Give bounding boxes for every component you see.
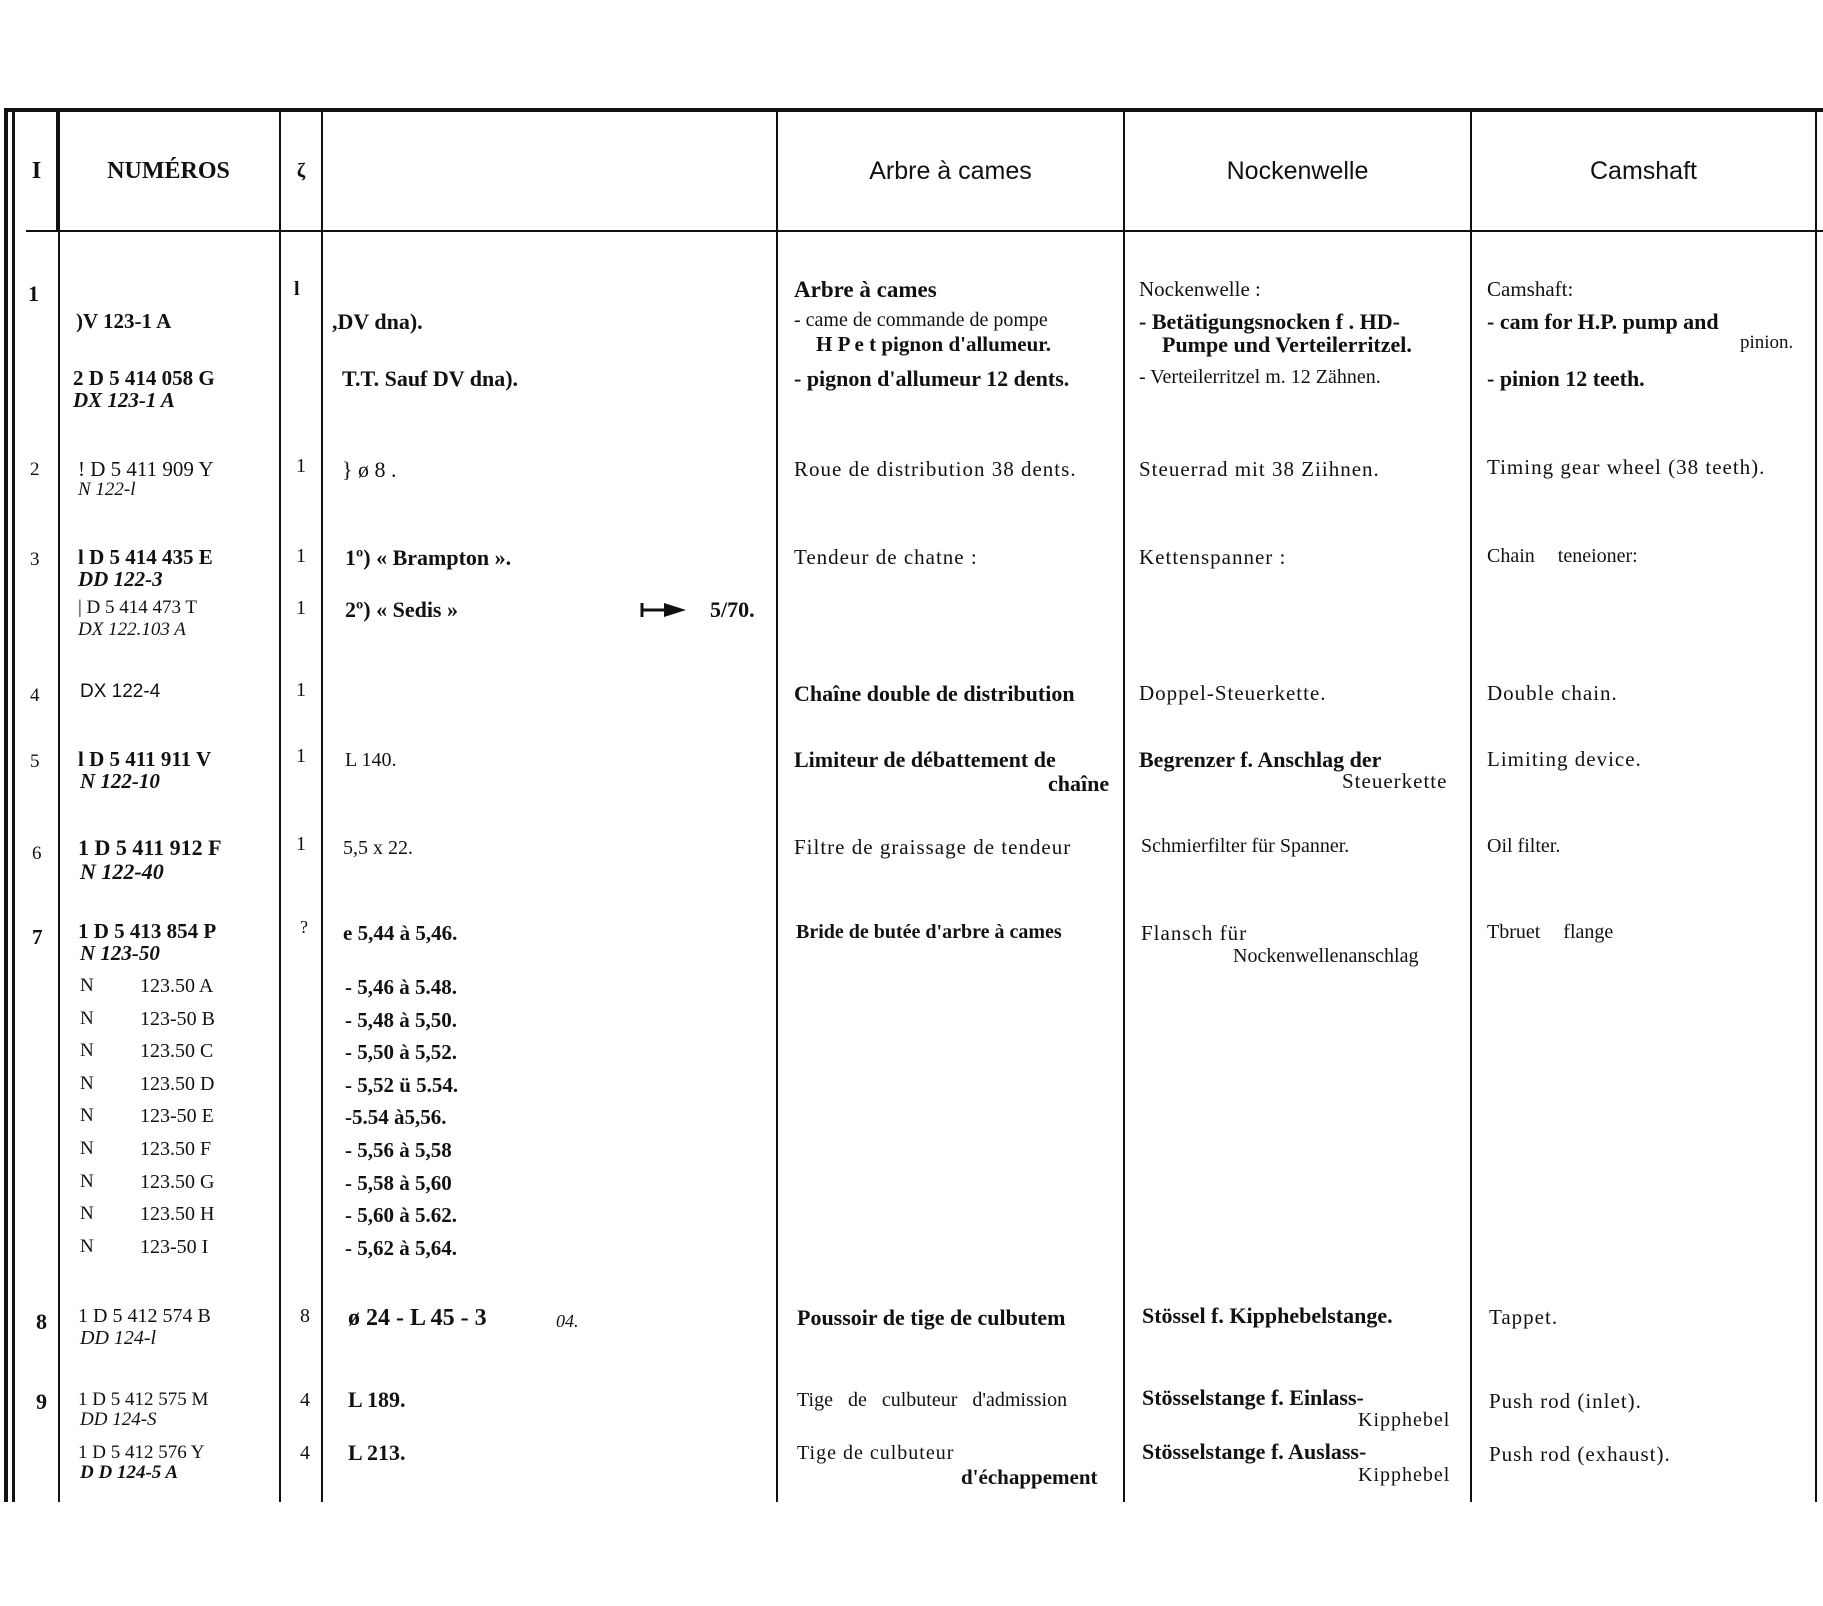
description-fr: - came de commande de pompe: [794, 309, 1048, 331]
description-fr: d'échappement: [961, 1465, 1098, 1489]
specification: ø 24 - L 45 - 3: [348, 1305, 487, 1331]
variant-specification: - 5,62 à 5,64.: [345, 1236, 457, 1260]
description-de: Stössel f. Kipphebelstange.: [1142, 1303, 1393, 1328]
arrow-right-icon: [640, 600, 690, 620]
description-fr: Arbre à cames: [794, 277, 937, 302]
variant-prefix: N: [80, 1236, 94, 1257]
description-de: Flansch für: [1141, 921, 1248, 945]
description-de: Schmierfilter für Spanner.: [1141, 835, 1350, 857]
variant-prefix: N: [80, 1073, 94, 1094]
part-number: l D 5 411 911 V: [78, 747, 212, 771]
part-number: 2 D 5 414 058 G: [73, 366, 215, 390]
description-en: - pinion 12 teeth.: [1487, 366, 1645, 391]
part-number: 1 D 5 412 576 Y: [78, 1442, 205, 1463]
variant-prefix: N: [80, 1203, 94, 1224]
description-fr: Bride de butée d'arbre à cames: [796, 921, 1062, 943]
header-bottom-rule: [26, 230, 1823, 232]
part-code: DD 124-S: [80, 1409, 157, 1430]
column-divider-index-body: [58, 110, 60, 1502]
description-de: Nockenwelle :: [1139, 277, 1261, 301]
variant-prefix: N: [80, 1008, 94, 1029]
description-fr: Tige de culbuteur: [797, 1442, 955, 1464]
description-en: Tbruet flange: [1487, 921, 1614, 943]
description-de: Kettenspanner :: [1139, 545, 1287, 569]
variant-specification: -5.54 à5,56.: [345, 1105, 447, 1129]
row-index: 4: [30, 685, 40, 706]
variant-prefix: N: [80, 1040, 94, 1061]
description-de: Kipphebel: [1358, 1409, 1451, 1431]
part-number: l D 5 414 435 E: [78, 545, 213, 569]
table-left-border: [4, 110, 8, 1502]
description-en: Oil filter.: [1487, 835, 1561, 857]
variant-specification: - 5,58 à 5,60: [345, 1171, 452, 1195]
column-divider-fr: [1123, 110, 1125, 1502]
column-divider-en: [1815, 110, 1817, 1502]
variant-code: 123.50 F: [140, 1138, 212, 1160]
description-fr: Tige de culbuteur d'admission: [797, 1389, 1068, 1411]
part-code: DX 123-1 A: [73, 388, 175, 412]
quantity: 1: [296, 545, 306, 567]
header-numbers: NUMÉROS: [107, 157, 230, 184]
part-number: ! D 5 411 909 Y: [78, 457, 214, 481]
part-number: 1 D 5 411 912 F: [78, 835, 222, 860]
description-fr: Poussoir de tige de culbutem: [797, 1305, 1066, 1330]
row-index: 2: [30, 459, 40, 480]
part-number: )V 123-1 A: [76, 309, 172, 333]
specification: L 189.: [348, 1387, 406, 1412]
quantity: ?: [300, 917, 308, 937]
description-de: - Betätigungsnocken f . HD-: [1139, 309, 1400, 334]
description-en: Tappet.: [1489, 1305, 1559, 1329]
variant-prefix: N: [80, 975, 94, 996]
variant-specification: - 5,60 à 5.62.: [345, 1203, 457, 1227]
variant-code: 123-50 E: [140, 1105, 214, 1127]
description-de: Kipphebel: [1358, 1464, 1451, 1486]
quantity: 1: [296, 833, 306, 855]
part-number: 1 D 5 412 574 B: [78, 1305, 211, 1327]
description-fr: Filtre de graissage de tendeur: [794, 835, 1072, 859]
description-fr: Roue de distribution 38 dents.: [794, 457, 1077, 481]
specification: e 5,44 à 5,46.: [343, 921, 458, 945]
specification: 2º) « Sedis »: [345, 597, 458, 622]
quantity: l: [294, 278, 300, 300]
variant-code: 123.50 H: [140, 1203, 215, 1225]
description-en: Camshaft:: [1487, 277, 1574, 301]
column-divider-numbers: [279, 110, 281, 1502]
part-code: N 122-10: [80, 769, 160, 793]
description-de: Steuerrad mit 38 Ziihnen.: [1139, 457, 1380, 481]
row-index: 5: [30, 751, 40, 772]
quantity: 1: [296, 597, 306, 619]
part-number: 1 D 5 413 854 P: [78, 919, 217, 943]
quantity: 1: [296, 679, 306, 701]
description-en: Push rod (inlet).: [1489, 1389, 1642, 1413]
variant-code: 123.50 D: [140, 1073, 215, 1095]
column-divider-spec: [776, 110, 778, 1502]
specification: L 140.: [345, 749, 397, 771]
description-en: Limiting device.: [1487, 747, 1642, 771]
part-code: DD 122-3: [78, 567, 163, 591]
variant-specification: - 5,50 à 5,52.: [345, 1040, 457, 1064]
part-code: DX 122.103 A: [78, 619, 186, 640]
specification: L 213.: [348, 1440, 406, 1465]
variant-code: 123-50 B: [140, 1008, 215, 1030]
description-en: Push rod (exhaust).: [1489, 1442, 1671, 1466]
description-en: Timing gear wheel (38 teeth).: [1487, 455, 1766, 479]
variant-code: 123.50 C: [140, 1040, 214, 1062]
description-de: Steuerkette: [1342, 769, 1448, 793]
specification: ,DV dna).: [332, 309, 423, 334]
description-fr: chaîne: [1048, 771, 1110, 796]
description-de: Stösselstange f. Einlass-: [1142, 1385, 1364, 1410]
description-en: - cam for H.P. pump and: [1487, 309, 1719, 334]
row-index: 7: [32, 925, 43, 949]
column-divider-qty: [321, 110, 323, 1502]
variant-prefix: N: [80, 1105, 94, 1126]
variant-prefix: N: [80, 1138, 94, 1159]
description-fr: - pignon d'allumeur 12 dents.: [794, 366, 1070, 391]
quantity: 8: [300, 1305, 310, 1327]
quantity: 1: [296, 455, 306, 477]
row-index: 3: [30, 549, 40, 570]
header-german: Nockenwelle: [1226, 156, 1369, 185]
description-fr: H P e t pignon d'allumeur.: [816, 332, 1051, 356]
header-qty: ζ: [296, 159, 306, 182]
specification: } ø 8 .: [342, 457, 397, 482]
description-de: Doppel-Steuerkette.: [1139, 681, 1327, 705]
column-divider-de: [1470, 110, 1472, 1502]
description-de: Begrenzer f. Anschlag der: [1139, 747, 1382, 772]
description-en: Chain teneioner:: [1487, 545, 1638, 567]
specification: T.T. Sauf DV dna).: [342, 366, 519, 391]
part-code: N 122-l: [78, 479, 136, 500]
quantity: 1: [296, 745, 306, 767]
quantity: 4: [300, 1389, 310, 1411]
specification-date: 5/70.: [710, 597, 755, 622]
description-de: Stösselstange f. Auslass-: [1142, 1439, 1367, 1464]
description-de: Nockenwellenanschlag: [1233, 945, 1419, 967]
header-french: Arbre à cames: [869, 156, 1032, 185]
row-index: 1: [28, 281, 39, 306]
specification: 1º) « Brampton ».: [345, 545, 512, 570]
description-de: Pumpe und Verteilerritzel.: [1162, 332, 1412, 357]
table-left-border-inner: [12, 110, 15, 1502]
variant-code: 123.50 G: [140, 1171, 215, 1193]
part-code: DD 124-l: [80, 1327, 157, 1349]
header-index: I: [31, 157, 42, 184]
specification: 5,5 x 22.: [343, 837, 413, 859]
description-fr: Limiteur de débattement de: [794, 747, 1056, 772]
description-de: - Verteilerritzel m. 12 Zähnen.: [1139, 366, 1381, 388]
part-number: | D 5 414 473 T: [78, 597, 198, 618]
description-en: Double chain.: [1487, 681, 1618, 705]
header-english: Camshaft: [1590, 156, 1697, 185]
quantity: 4: [300, 1442, 310, 1464]
part-code: DX 122-4: [80, 681, 161, 702]
description-fr: Tendeur de chatne :: [794, 545, 978, 569]
row-index: 8: [36, 1309, 47, 1334]
variant-specification: - 5,48 à 5,50.: [345, 1008, 457, 1032]
description-en: pinion.: [1740, 332, 1794, 353]
row-index: 6: [32, 843, 42, 864]
specification-note: 04.: [556, 1311, 579, 1331]
part-code: D D 124-5 A: [80, 1462, 178, 1483]
part-number: 1 D 5 412 575 M: [78, 1389, 209, 1410]
part-code: N 122-40: [80, 859, 164, 884]
part-code: N 123-50: [80, 941, 160, 965]
row-index: 9: [36, 1389, 47, 1414]
description-fr: Chaîne double de distribution: [794, 681, 1075, 706]
variant-specification: - 5,52 ü 5.54.: [345, 1073, 459, 1097]
variant-code: 123.50 A: [140, 975, 214, 997]
variant-code: 123-50 I: [140, 1236, 209, 1258]
variant-specification: - 5,46 à 5.48.: [345, 975, 457, 999]
variant-prefix: N: [80, 1171, 94, 1192]
variant-specification: - 5,56 à 5,58: [345, 1138, 452, 1162]
